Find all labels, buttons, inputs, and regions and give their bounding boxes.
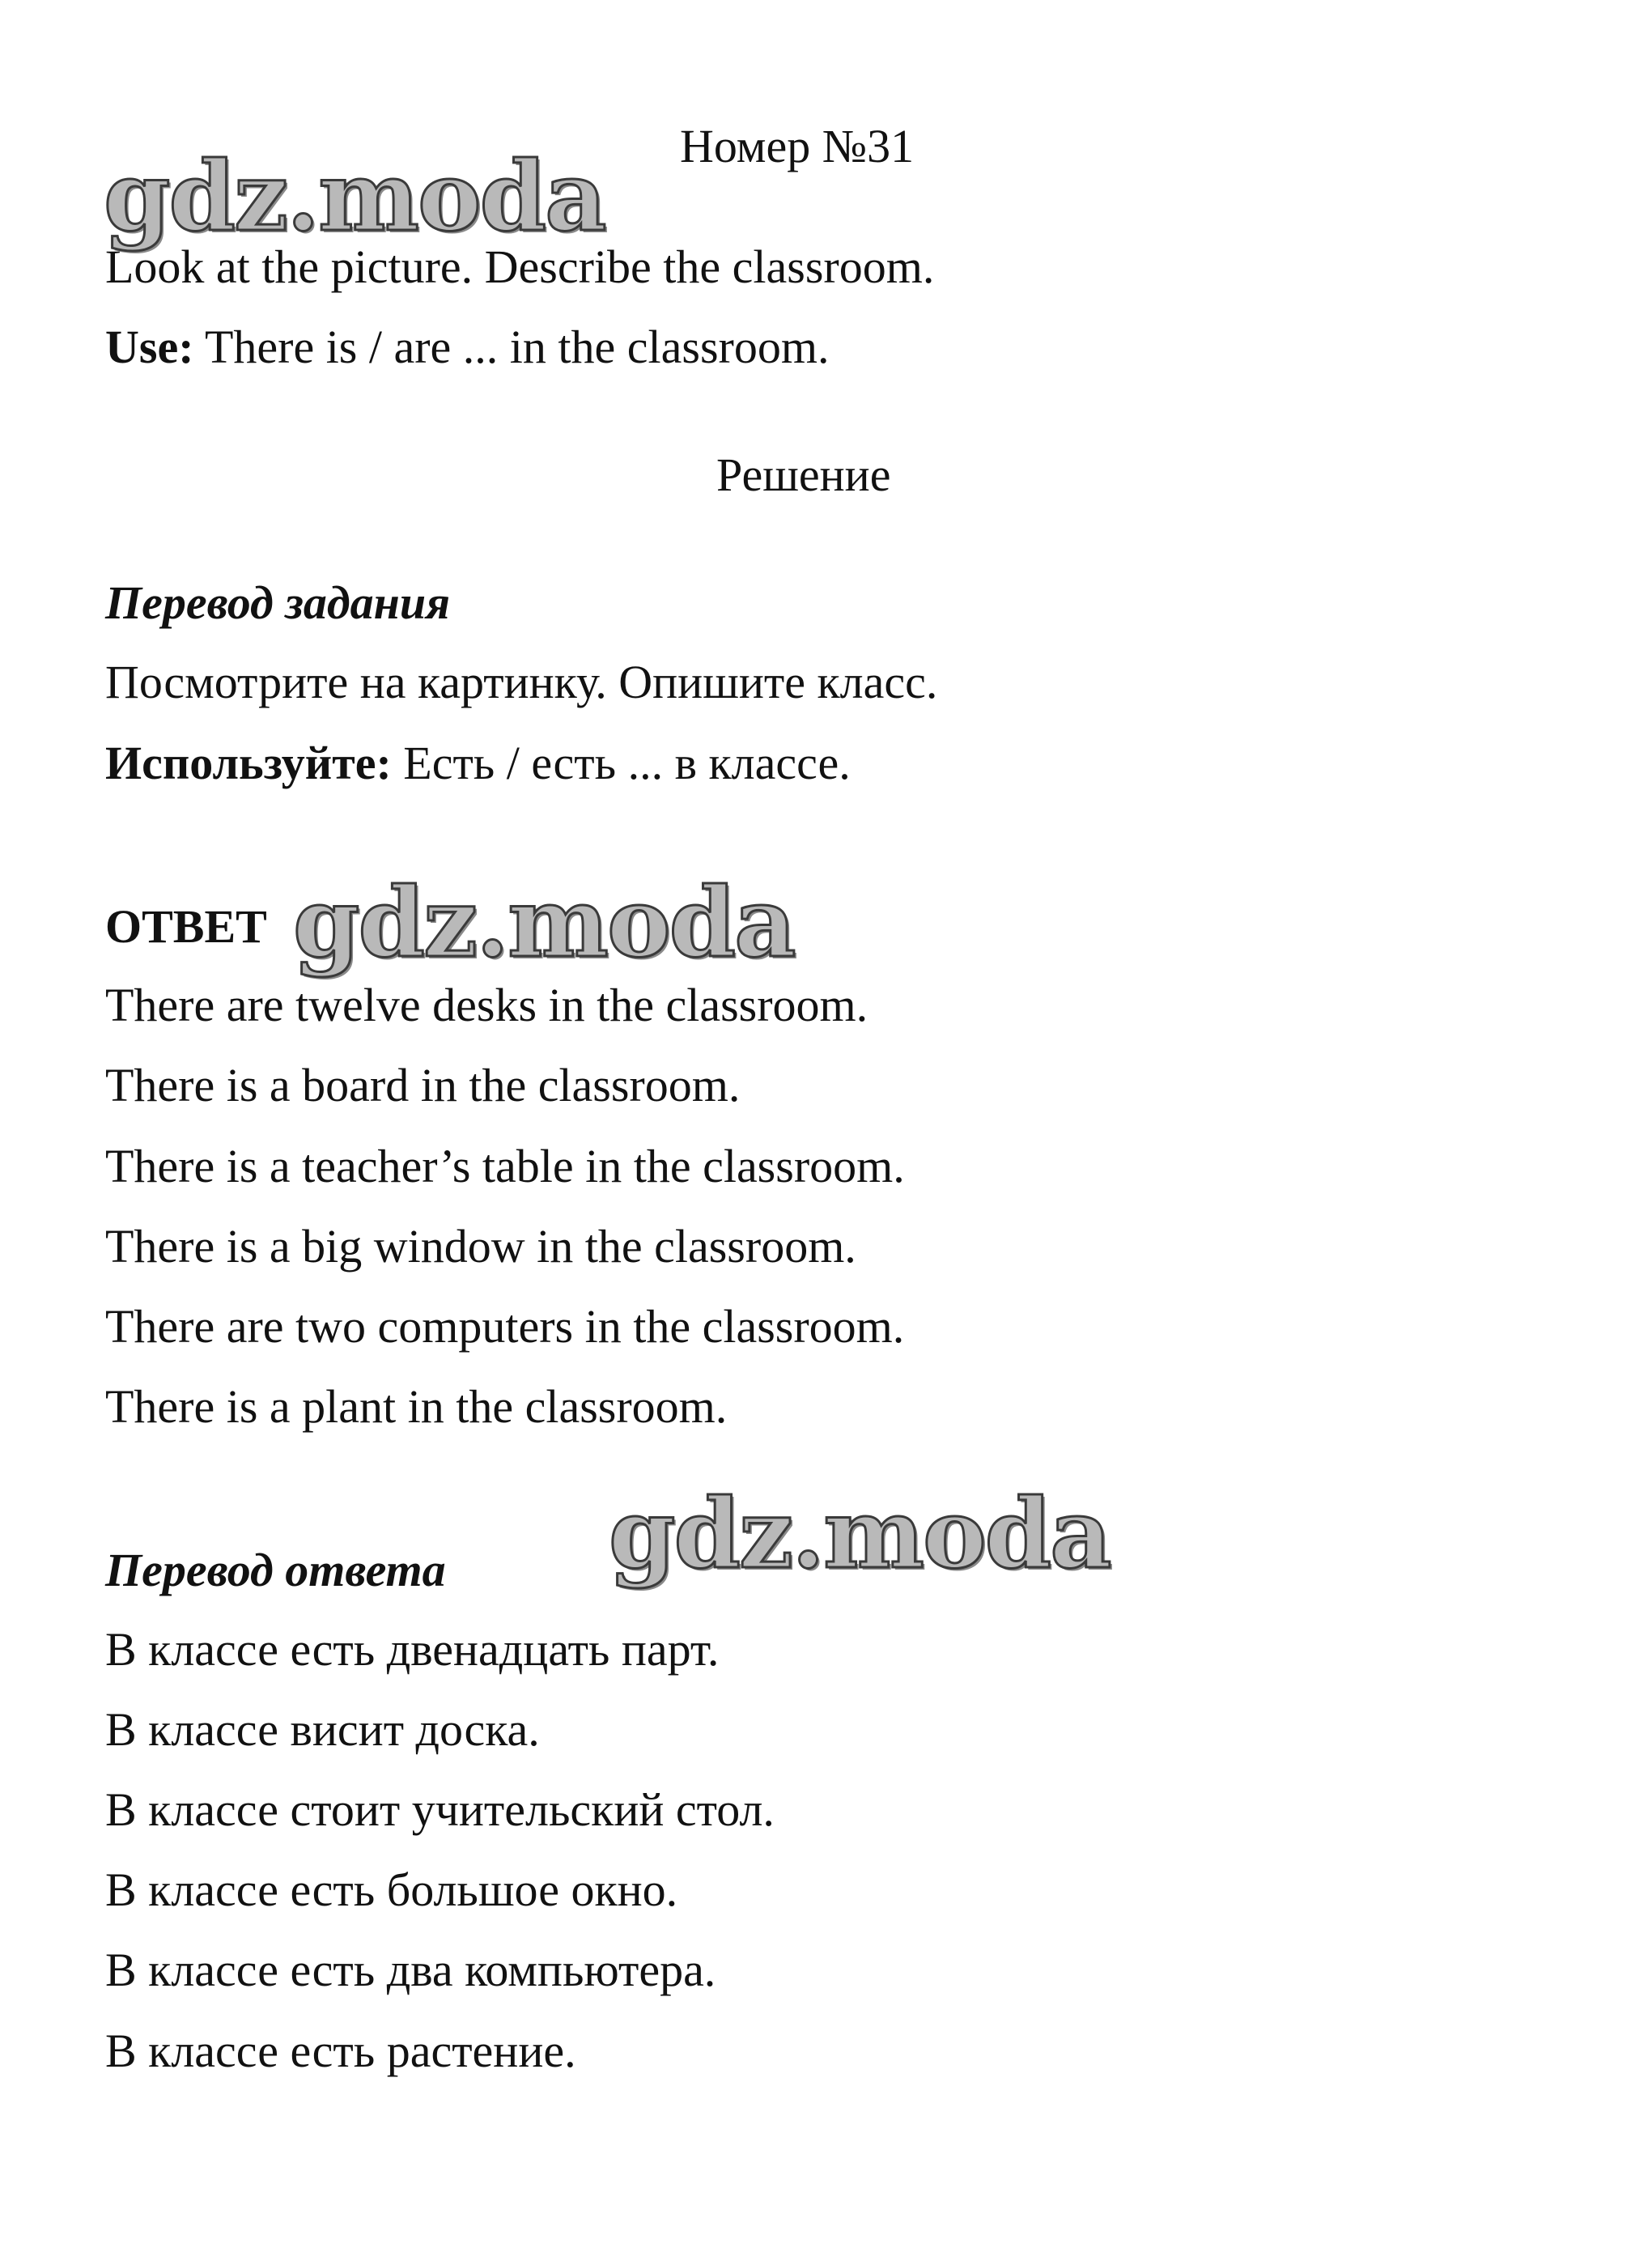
task-use-line <box>105 319 829 376</box>
answer-heading: ОТВЕТ <box>105 900 267 953</box>
answer-translation-line: В классе есть растение. <box>105 2025 576 2077</box>
answer-line: There is a plant in the classroom. <box>105 1380 728 1433</box>
answer-line: There are twelve desks in the classroom. <box>105 979 868 1031</box>
watermark-logo: gdz.moda <box>104 140 605 253</box>
page-title: Номер №31 <box>680 120 915 172</box>
watermark-logo: gdz.moda <box>609 1477 1111 1590</box>
answer-translation-line: В классе есть большое окно. <box>105 1863 678 1916</box>
answer-translation-line: В классе есть двенадцать парт. <box>105 1623 720 1676</box>
answer-line: There is a board in the classroom. <box>105 1059 741 1111</box>
watermark-logo: gdz.moda <box>293 866 795 979</box>
task-translation-use-label: Используйте: <box>105 737 392 789</box>
task-translation-heading: Перевод задания <box>105 576 450 629</box>
task-translation-use-text: Есть / есть ... в классе. <box>391 737 851 789</box>
answer-translation-line: В классе есть два компьютера. <box>105 1944 716 1996</box>
solution-heading: Решение <box>716 448 891 501</box>
answer-translation-line: В классе висит доска. <box>105 1703 540 1756</box>
task-use-text: There is / are ... in the classroom. <box>193 321 830 373</box>
answer-line: There is a teacher’s table in the classroom. <box>105 1140 905 1192</box>
answer-translation-heading: Перевод ответа <box>105 1544 446 1596</box>
answer-line: There are two computers in the classroom. <box>105 1300 905 1353</box>
answer-line: There is a big window in the classroom. <box>105 1220 856 1273</box>
task-instruction: Look at the picture. Describe the classroom. <box>105 240 935 293</box>
task-use-label: Use: <box>105 321 194 373</box>
task-translation-instruction: Посмотрите на картинку. Опишите класс. <box>105 656 938 708</box>
task-translation-use-line <box>105 735 851 792</box>
answer-translation-line: В классе стоит учительский стол. <box>105 1783 775 1836</box>
